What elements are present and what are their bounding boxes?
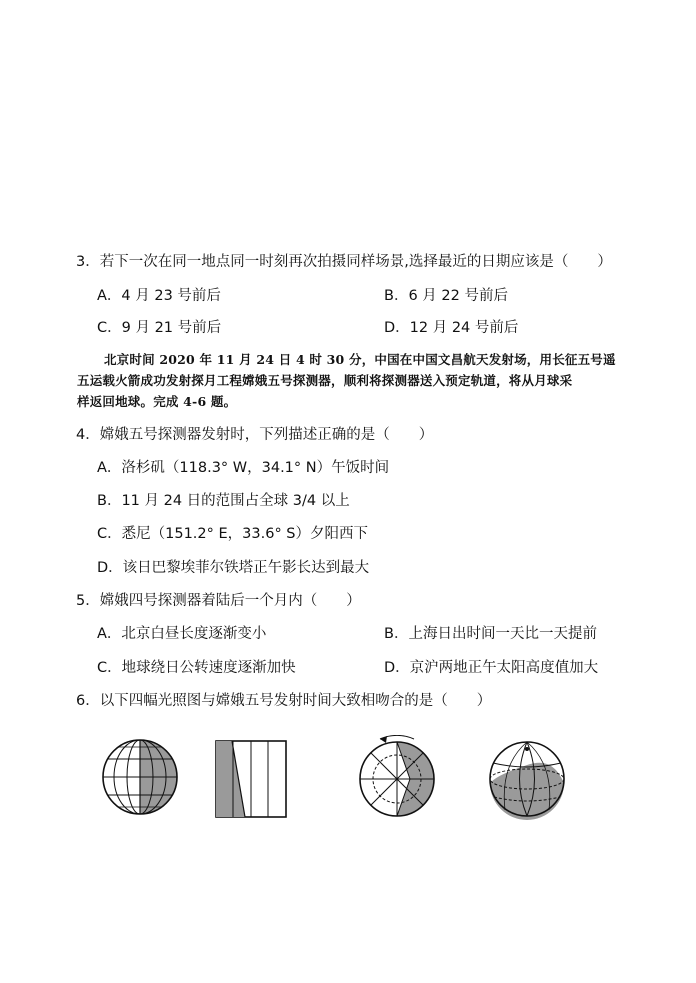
q3-option-a[interactable]: A．4 月 23 号前后 [97, 288, 221, 304]
q5-option-c[interactable]: C．地球绕日公转速度逐渐加快 [97, 660, 296, 676]
passage-line-1: 北京时间 2020 年 11 月 24 日 4 时 30 分，中国在中国文昌航天发射场，用长征五号遥 [104, 352, 616, 367]
oblique-globe-diagram-4 [490, 742, 564, 820]
q3-option-d[interactable]: D．12 月 24 号前后 [384, 320, 519, 336]
q4-option-a[interactable]: A．洛杉矶（118.3° W，34.1° N）午饭时间 [97, 460, 390, 476]
q3-option-b[interactable]: B．6 月 22 号前后 [384, 288, 508, 304]
q3-option-c[interactable]: C．9 月 21 号前后 [97, 320, 222, 336]
q5-option-b[interactable]: B．上海日出时间一天比一天提前 [384, 626, 597, 642]
q3-stem: 3．若下一次在同一地点同一时刻再次拍摄同样场景,选择最近的日期应该是（ ） [76, 254, 612, 270]
strip-diagram-2 [216, 741, 286, 817]
q4-option-d[interactable]: D．该日巴黎埃菲尔铁塔正午影长达到最大 [97, 560, 370, 576]
q6-stem: 6．以下四幅光照图与嫦娥五号发射时间大致相吻合的是（ ） [76, 693, 492, 709]
illumination-figures [0, 735, 696, 845]
q5-option-a[interactable]: A．北京白昼长度逐渐变小 [97, 626, 267, 642]
q4-stem: 4．嫦娥五号探测器发射时，下列描述正确的是（ ） [76, 427, 434, 443]
q5-stem: 5．嫦娥四号探测器着陆后一个月内（ ） [76, 593, 361, 609]
passage-line-3: 样返回地球。完成 4-6 题。 [77, 394, 237, 409]
passage-line-2: 五运载火箭成功发射探月工程嫦娥五号探测器，顺利将探测器送入预定轨道，将从月球采 [77, 373, 573, 388]
polar-view-diagram-3 [360, 735, 434, 816]
q4-option-c[interactable]: C．悉尼（151.2° E，33.6° S）夕阳西下 [97, 526, 369, 542]
q4-option-b[interactable]: B．11 月 24 日的范围占全球 3/4 以上 [97, 493, 350, 509]
q5-option-d[interactable]: D．京沪两地正午太阳高度值加大 [384, 660, 599, 676]
globe-diagram-1 [103, 740, 177, 814]
